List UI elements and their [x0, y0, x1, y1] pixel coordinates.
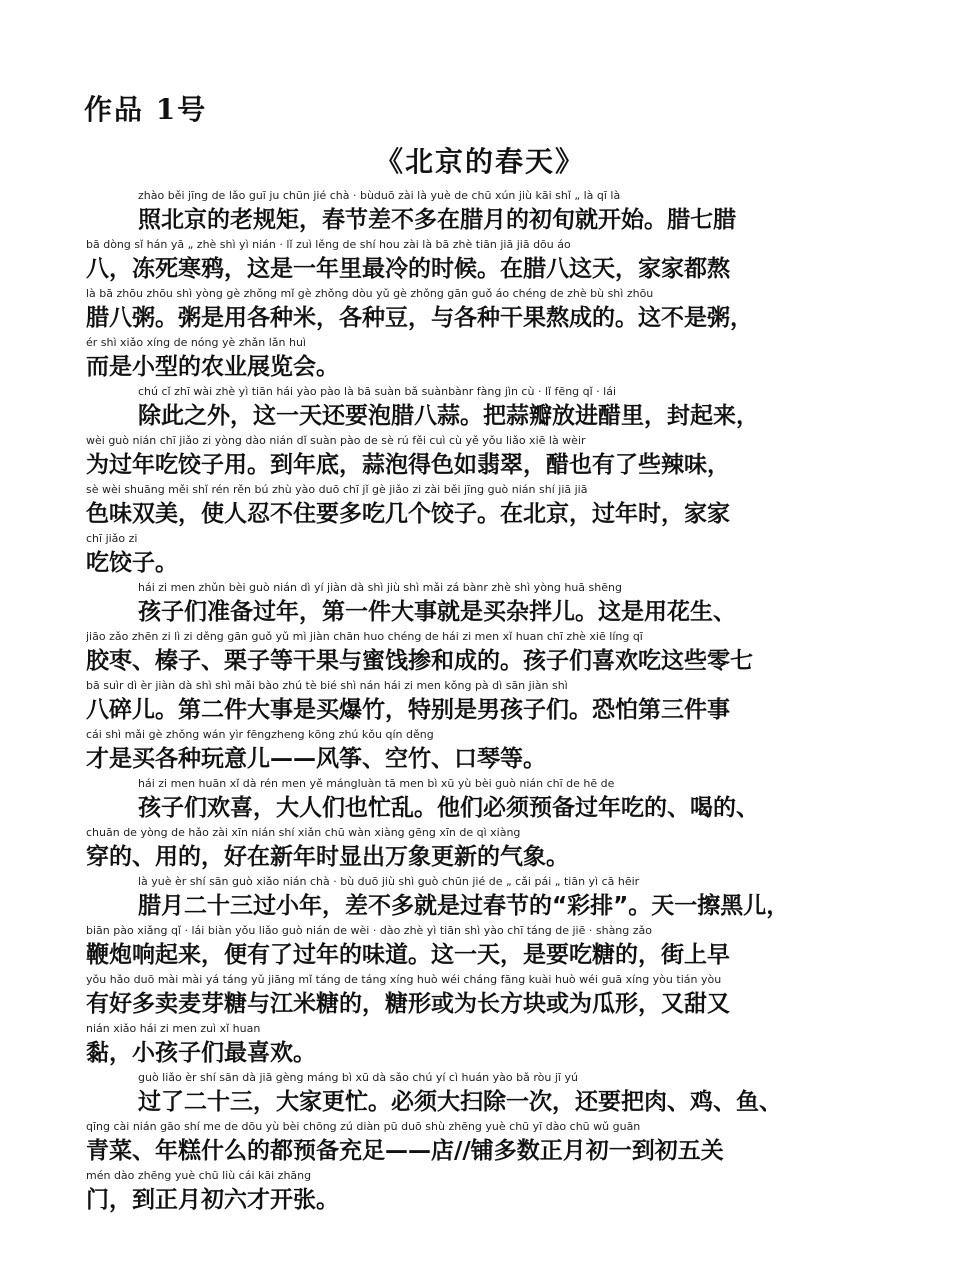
- chinese-text: 而是小型的农业展览会。: [86, 354, 339, 380]
- chinese-text: 有好多卖麦芽糖与江米糖的，糖形或为长方块或为瓜形，又甜又: [86, 991, 730, 1017]
- chinese-text: 除此之外，这一天还要泡腊八蒜。把蒜瓣放进醋里，封起来，: [138, 403, 759, 429]
- pinyin-annotation: mén dào zhēng yuè chū liù cái kāi zhāng: [86, 1169, 312, 1182]
- pinyin-annotation: chuān de yòng de hǎo zài xīn nián shí xiǎn chū wàn xiàng gēng xīn de qì xiàng: [86, 826, 521, 839]
- pinyin-annotation: bā dòng sǐ hán yā „ zhè shì yì nián · lǐ zuì lěng de shí hou zài là bā zhè tiān jiā jiā dōu áo: [86, 238, 571, 251]
- text-line: [138, 776, 876, 823]
- pinyin-annotation: wèi guò nián chī jiǎo zi yòng dào nián dǐ suàn pào de sè rú fěi cuì cù yě yǒu liǎo xiē là wèir: [86, 434, 586, 447]
- pinyin-annotation: hái zi men zhǔn bèi guò nián dì yí jiàn dà shì jiù shì mǎi zá bànr zhè shì yòng huā shēng: [138, 581, 622, 594]
- chinese-text: 孩子们欢喜，大人们也忙乱。他们必须预备过年吃的、喝的、: [138, 795, 759, 821]
- chinese-text: 过了二十三，大家更忙。必须大扫除一次，还要把肉、鸡、鱼、: [138, 1089, 782, 1115]
- chinese-text: 照北京的老规矩，春节差不多在腊月的初旬就开始。腊七腊: [138, 207, 736, 233]
- pinyin-annotation: biān pào xiǎng qǐ · lái biàn yǒu liǎo guò nián de wèi · dào zhè yì tiān shì yào chī táng de jiē · shàng zǎo: [86, 924, 653, 937]
- chinese-text: 穿的、用的，好在新年时显出万象更新的气象。: [86, 844, 569, 870]
- text-line: [86, 237, 876, 284]
- text-line: [138, 874, 876, 921]
- chinese-text: 腊八粥。粥是用各种米，各种豆，与各种干果熬成的。这不是粥，: [86, 305, 753, 331]
- text-line: [86, 335, 876, 382]
- text-line: [138, 580, 876, 627]
- chinese-text: 孩子们准备过年，第一件大事就是买杂拌儿。这是用花生、: [138, 599, 736, 625]
- work-number-label: 作品 1号: [84, 93, 208, 126]
- pinyin-annotation: ér shì xiǎo xíng de nóng yè zhǎn lǎn huì: [86, 336, 306, 349]
- text-line: [86, 1168, 876, 1215]
- text-line: [86, 972, 876, 1019]
- text-line: [86, 825, 876, 872]
- text-line: [86, 678, 876, 725]
- pinyin-annotation: sè wèi shuāng měi shǐ rén rěn bú zhù yào duō chī jǐ gè jiǎo zi zài běi jīng guò nián shí jiā jiā: [86, 483, 588, 496]
- pinyin-annotation: là bā zhōu zhōu shì yòng gè zhǒng mǐ gè zhǒng dòu yǔ gè zhǒng gān guǒ áo chéng de zhè bù shì zhōu: [86, 287, 654, 300]
- text-line: [86, 482, 876, 529]
- chinese-text: 才是买各种玩意儿——风筝、空竹、口琴等。: [86, 746, 546, 772]
- text-line: [86, 1021, 876, 1068]
- text-line: [138, 384, 876, 431]
- pinyin-annotation: là yuè èr shí sān guò xiǎo nián chà · bù duō jiù shì guò chūn jié de „ cǎi pái „ tiān yì cā hēir: [138, 875, 640, 888]
- pinyin-annotation: qīng cài nián gāo shí me de dōu yù bèi chōng zú diàn pū duō shù zhēng yuè chū yī dào chū wǔ guān: [86, 1120, 641, 1133]
- chinese-text: 胶枣、榛子、栗子等干果与蜜饯掺和成的。孩子们喜欢吃这些零七: [86, 648, 753, 674]
- chinese-text: 吃饺子。: [86, 550, 178, 576]
- chinese-text: 八，冻死寒鸦，这是一年里最冷的时候。在腊八这天，家家都熬: [86, 256, 730, 282]
- text-line: [86, 433, 876, 480]
- text-line: [86, 629, 876, 676]
- chinese-text: 为过年吃饺子用。到年底，蒜泡得色如翡翠，醋也有了些辣味，: [86, 452, 730, 478]
- pinyin-annotation: bā suìr dì èr jiàn dà shì shì mǎi bào zhú tè bié shì nán hái zi men kǒng pà dì sān jiàn shì: [86, 679, 568, 692]
- chinese-text: 色味双美，使人忍不住要多吃几个饺子。在北京，过年时，家家: [86, 501, 730, 527]
- text-line: [86, 531, 876, 578]
- pinyin-annotation: chī jiǎo zi: [86, 532, 138, 545]
- chinese-text: 八碎儿。第二件大事是买爆竹，特别是男孩子们。恐怕第三件事: [86, 697, 730, 723]
- text-line: [86, 923, 876, 970]
- pinyin-annotation: yǒu hǎo duō mài mài yá táng yǔ jiāng mǐ táng de táng xíng huò wéi cháng fāng kuài huò wéi guā xíng yòu tián yòu: [86, 973, 722, 986]
- chinese-text: 鞭炮响起来，便有了过年的味道。这一天，是要吃糖的，街上早: [86, 942, 730, 968]
- chinese-text: 门，到正月初六才开张。: [86, 1187, 339, 1213]
- chinese-text: 黏，小孩子们最喜欢。: [86, 1040, 316, 1066]
- pinyin-annotation: nián xiǎo hái zi men zuì xǐ huan: [86, 1022, 261, 1035]
- pinyin-annotation: hái zi men huān xǐ dà rén men yě mángluàn tā men bì xū yù bèi guò nián chī de hē de: [138, 777, 615, 790]
- chinese-text: 青菜、年糕什么的都预备充足——店//铺多数正月初一到初五关: [86, 1138, 724, 1164]
- text-line: [138, 188, 876, 235]
- pinyin-annotation: zhào běi jīng de lǎo guī ju chūn jié chà · bùduō zài là yuè de chū xún jiù kāi shǐ „ là qī là: [138, 189, 621, 202]
- pinyin-annotation: cái shì mǎi gè zhǒng wán yìr fēngzheng kōng zhú kǒu qín děng: [86, 728, 434, 741]
- chinese-text: 腊月二十三过小年，差不多就是过春节的“彩排”。天一擦黑儿，: [138, 893, 790, 919]
- document-title: 《北京的春天》: [374, 145, 585, 178]
- text-line: [86, 727, 876, 774]
- text-line: [86, 286, 876, 333]
- pinyin-annotation: jiāo zǎo zhēn zi lì zi děng gān guǒ yǔ mì jiàn chān huo chéng de hái zi men xǐ huan chī zhè xiē líng qī: [86, 630, 643, 643]
- pinyin-annotation: chú cǐ zhī wài zhè yì tiān hái yào pào là bā suàn bǎ suànbànr fàng jìn cù · lǐ fēng qǐ · lái: [138, 385, 617, 398]
- text-line: [138, 1070, 876, 1117]
- pinyin-annotation: guò liǎo èr shí sān dà jiā gèng máng bì xū dà sǎo chú yí cì huán yào bǎ ròu jī yú: [138, 1071, 578, 1084]
- text-line: [86, 1119, 876, 1166]
